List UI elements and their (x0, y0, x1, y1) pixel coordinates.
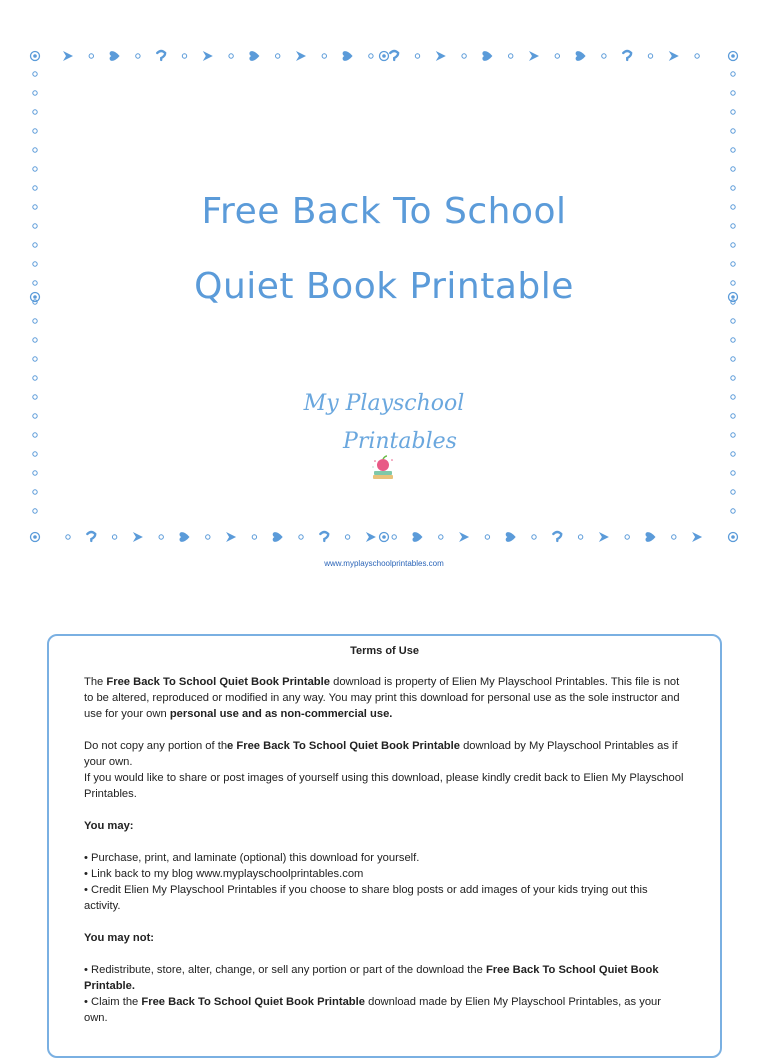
border-ornament (112, 535, 116, 539)
you-may-not-list: • Redistribute, store, alter, change, or sell any portion or part of the download the Free Back To School Quiet Book Printable. • Claim the Free Back To School Quiet Book Printable download made by Elien My Playschool Printables, as your own. (84, 964, 661, 1024)
border-ornament (159, 535, 163, 539)
border-ornament (229, 54, 233, 58)
brand-logo-line-1: My Playschool (303, 391, 465, 416)
website-url: www.myplayschoolprintables.com (324, 559, 444, 568)
border-ornament (33, 72, 37, 76)
border-ornament (553, 532, 561, 541)
border-ornament (296, 51, 306, 61)
border-ornament (625, 535, 629, 539)
border-ornament (695, 54, 699, 58)
border-ornament (133, 532, 143, 542)
border-ornament (731, 243, 735, 247)
border-ornament (366, 532, 376, 542)
border-ornament (343, 51, 353, 61)
you-may-not-heading: You may not: (84, 932, 155, 944)
border-ornament (390, 51, 398, 60)
border-ornament (33, 357, 37, 361)
border-ornament (369, 54, 373, 58)
border-ornament (320, 532, 328, 541)
border-ornament (249, 51, 259, 61)
border-ornament (459, 532, 469, 542)
border-ornament (485, 535, 489, 539)
border-ornament (392, 535, 396, 539)
border-ornament (532, 535, 536, 539)
border-ornament (182, 54, 186, 58)
border-ornament (252, 535, 256, 539)
terms-paragraph-ownership: The Free Back To School Quiet Book Printable download is property of Elien My Playschool Printables. This file is not to be altered, reproduced or modified in any way. You may print this download for personal use as the sole instructor and use for your own personal use and as non-commercial use. (84, 676, 680, 720)
border-ornament (63, 51, 73, 61)
border-ornament (602, 54, 606, 58)
border-ornament (66, 535, 70, 539)
border-ornament (731, 186, 735, 190)
border-ornament (731, 535, 735, 539)
border-ornament (731, 54, 735, 58)
border-ornament (110, 51, 120, 61)
cover-title-line-2: Quiet Book Printable (194, 266, 574, 307)
border-ornament (33, 490, 37, 494)
border-ornament (731, 319, 735, 323)
terms-paragraph-copy: Do not copy any portion of the Free Back To School Quiet Book Printable download by My Playschool Printables as if your own. If you would like to share or post images of yourself using this download, please kindly credit back to Elien My Playschool Printables. (84, 740, 684, 800)
border-ornament (576, 51, 586, 61)
border-ornament (180, 532, 190, 542)
border-ornament (89, 54, 93, 58)
border-ornament (731, 376, 735, 380)
border-ornament (136, 54, 140, 58)
border-ornament (322, 54, 326, 58)
border-ornament (731, 338, 735, 342)
border-ornament (276, 54, 280, 58)
border-ornament (33, 376, 37, 380)
border-ornament (33, 167, 37, 171)
border-ornament (648, 54, 652, 58)
border-ornament (382, 535, 386, 539)
border-ornament (33, 509, 37, 513)
border-ornament (206, 535, 210, 539)
border-ornament (415, 54, 419, 58)
border-ornament (345, 535, 349, 539)
border-ornament (436, 51, 446, 61)
border-ornament (33, 471, 37, 475)
border-ornament (731, 91, 735, 95)
border-ornament (33, 319, 37, 323)
border-ornament (203, 51, 213, 61)
border-ornament (273, 532, 283, 542)
border-ornament (87, 532, 95, 541)
border-ornament (413, 532, 423, 542)
border-ornament (33, 338, 37, 342)
border-ornament (462, 54, 466, 58)
border-ornament (33, 148, 37, 152)
you-may-heading: You may: (84, 820, 134, 832)
border-ornament (299, 535, 303, 539)
border-ornament (646, 532, 656, 542)
border-ornament (506, 532, 516, 542)
border-ornament (33, 129, 37, 133)
border-ornament (382, 54, 386, 58)
border-ornament (731, 72, 735, 76)
border-ornament (33, 54, 37, 58)
border-ornament (623, 51, 631, 60)
you-may-list: • Purchase, print, and laminate (optional) this download for yourself. • Link back to my blog www.myplayschoolprintables.com • Credit Elien My Playschool Printables if you choose to share blog posts or add images of your kids trying out this activity. (84, 852, 648, 912)
terms-of-use-box (47, 634, 722, 1058)
border-ornament (731, 148, 735, 152)
border-ornament (731, 110, 735, 114)
cover-title-line-1: Free Back To School (201, 191, 567, 232)
apple-on-books-icon (368, 453, 398, 483)
border-ornament (731, 471, 735, 475)
border-ornament (731, 129, 735, 133)
border-ornament (731, 167, 735, 171)
border-ornament (482, 51, 492, 61)
brand-logo-line-2: Printables (343, 429, 457, 454)
border-ornament (731, 509, 735, 513)
border-ornament (157, 51, 165, 60)
terms-title: Terms of Use (350, 645, 419, 657)
border-ornament (33, 186, 37, 190)
border-ornament (33, 535, 37, 539)
border-ornament (669, 51, 679, 61)
border-ornament (555, 54, 559, 58)
border-ornament (599, 532, 609, 542)
border-ornament (226, 532, 236, 542)
border-ornament (33, 110, 37, 114)
border-ornament (33, 91, 37, 95)
border-ornament (529, 51, 539, 61)
border-ornament (731, 490, 735, 494)
border-ornament (509, 54, 513, 58)
border-ornament (731, 357, 735, 361)
border-ornament (578, 535, 582, 539)
border-ornament (439, 535, 443, 539)
border-ornament (692, 532, 702, 542)
border-ornament (33, 243, 37, 247)
border-ornament (672, 535, 676, 539)
terms-body (84, 674, 684, 1026)
